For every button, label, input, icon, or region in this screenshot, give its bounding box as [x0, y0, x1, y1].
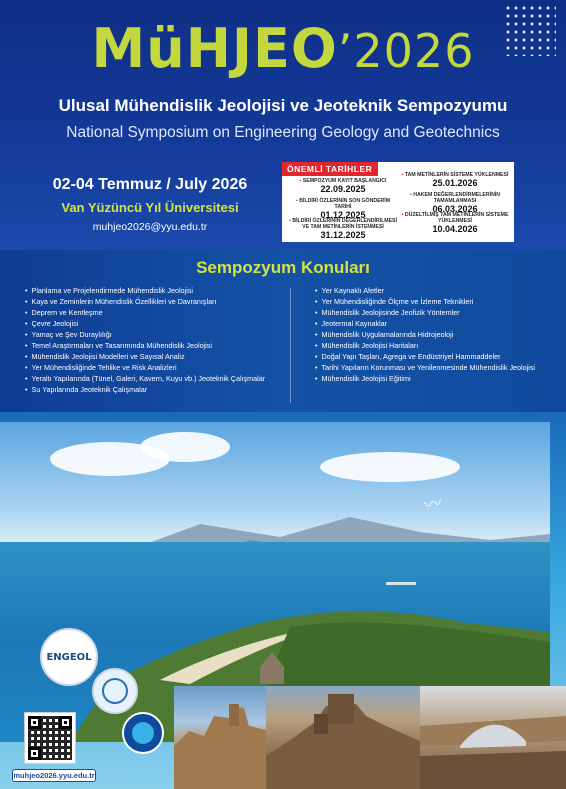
seagull-icon: 〰	[422, 492, 444, 516]
date-value: 01.12.2025	[320, 210, 366, 220]
topics-title: Sempozyum Konuları	[196, 258, 370, 277]
event-date: 02-04 Temmuz / July 2026	[52, 176, 248, 193]
list-item: • Su Yapılarında Jeoteknik Çalışmalar	[25, 384, 290, 395]
list-item: • Jeotermal Kaynaklar	[315, 318, 565, 329]
date-label: HAKEM DEĞERLENDİRMELERİNİN TAMAMLANMASI	[413, 192, 501, 204]
castle-photo	[174, 686, 266, 789]
important-dates-heading: ÖNEMLİ TARİHLER	[282, 162, 378, 176]
topics-left-list	[25, 285, 290, 395]
date-label: TAM METİNLERİN SİSTEME YÜKLENMESİ	[404, 172, 509, 178]
logo-main-text: MüHJEO	[91, 17, 338, 80]
list-item: • Yer Mühendisliğinde Tehlike ve Risk Analizleri	[25, 362, 290, 373]
date-value: 31.12.2025	[320, 230, 366, 240]
landscape-photo-region	[0, 412, 566, 789]
date-value: 25.01.2026	[432, 178, 478, 188]
list-item: • Çevre Jeolojisi	[25, 318, 290, 329]
column-divider	[290, 288, 291, 403]
list-item: • Mühendislik Jeolojisinde Jeofizik Yöntemler	[315, 307, 565, 318]
bullet-icon: ▪	[299, 178, 303, 184]
date-item	[400, 172, 510, 192]
engeol-logo	[40, 628, 98, 686]
list-item: • Temel Araştırmaları ve Tasarımında Mühendislik Jeolojisi	[25, 340, 290, 351]
event-university: Van Yüzüncü Yıl Üniversitesi	[61, 200, 239, 215]
event-logo	[0, 17, 566, 80]
bullet-icon: ▪	[295, 198, 300, 204]
fortress-photo	[266, 686, 420, 789]
important-dates-box	[282, 162, 514, 242]
list-item: • Mühendislik Jeolojisi Eğitimi	[315, 373, 565, 384]
date-item	[400, 192, 510, 212]
bullet-icon: ▪	[401, 172, 405, 178]
list-item: • Yamaç ve Şev Duraylılığı	[25, 329, 290, 340]
date-item	[400, 212, 510, 232]
title-turkish: Ulusal Mühendislik Jeolojisi ve Jeoteknik Sempozyumu	[58, 96, 508, 115]
list-item: • Mühendislik Jeolojisi Haritaları	[315, 340, 565, 351]
title-english: National Symposium on Engineering Geology and Geotechnics	[66, 124, 500, 141]
date-value: 06.03.2026	[432, 204, 478, 214]
bullet-icon: ▪	[409, 192, 414, 198]
date-value: 10.04.2026	[432, 224, 478, 234]
date-label: DÜZELTİLMİŞ TAM METİNLERİN SİSTEME YÜKLENMESİ	[404, 212, 509, 224]
list-item: • Tarihi Yapıların Korunması ve Yenilenmesinde Mühendislik Jeolojisi	[315, 362, 565, 373]
date-label: BİLDİRİ ÖZLERİNİN SON GÖNDERİM TARİHİ	[299, 198, 391, 210]
date-value: 22.09.2025	[320, 184, 366, 194]
date-item	[288, 218, 398, 238]
topics-section	[0, 250, 566, 412]
important-dates-left-column	[288, 178, 398, 238]
list-item: • Doğal Yapı Taşları, Agrega ve Endüstriyel Hammaddeler	[315, 351, 565, 362]
engeol-logo-text: ENGEOL	[46, 651, 92, 663]
university-logo-icon	[122, 712, 164, 754]
partner-logo-icon	[92, 668, 138, 714]
list-item: • Yer Kaynaklı Afetler	[315, 285, 565, 296]
event-info	[40, 176, 260, 233]
list-item: • Yeraltı Yapılarında (Tünel, Galeri, Kavern, Kuyu vb.) Jeoteknik Çalışmalar	[25, 373, 290, 384]
list-item: • Mühendislik Jeolojisi Modelleri ve Sayısal Analiz	[25, 351, 290, 362]
bullet-icon: ▪	[401, 212, 405, 218]
list-item: • Planlama ve Projelendirmede Mühendislik Jeolojisi	[25, 285, 290, 296]
bullet-icon: ▪	[289, 218, 293, 224]
list-item: • Yer Mühendisliğinde Ölçme ve İzleme Teknikleri	[315, 296, 565, 307]
date-label: BİLDİRİ ÖZLERİNİN DEĞERLENDİRİLMESİ VE TAM METİNLERİN İSTENMESİ	[292, 218, 397, 230]
list-item: • Kaya ve Zeminlerin Mühendislik Özellikleri ve Davranışları	[25, 296, 290, 307]
important-dates-right-column	[400, 172, 510, 232]
hero-header	[0, 0, 566, 250]
website-link[interactable]: muhjeo2026.yyu.edu.tr	[13, 771, 95, 780]
logo-year-text: ’2026	[337, 24, 475, 78]
stone-bridge-photo	[420, 686, 566, 789]
list-item: • Deprem ve Kentleşme	[25, 307, 290, 318]
contact-email[interactable]: muhjeo2026@yyu.edu.tr	[92, 221, 208, 233]
date-item	[288, 178, 398, 198]
date-item	[288, 198, 398, 218]
topics-right-list	[315, 285, 565, 384]
qr-code-icon[interactable]	[24, 712, 76, 764]
date-label: SEMPOZYUM KAYIT BAŞLANGICI	[302, 178, 387, 184]
list-item: • Mühendislik Uygulamalarında Hidrojeoloji	[315, 329, 565, 340]
